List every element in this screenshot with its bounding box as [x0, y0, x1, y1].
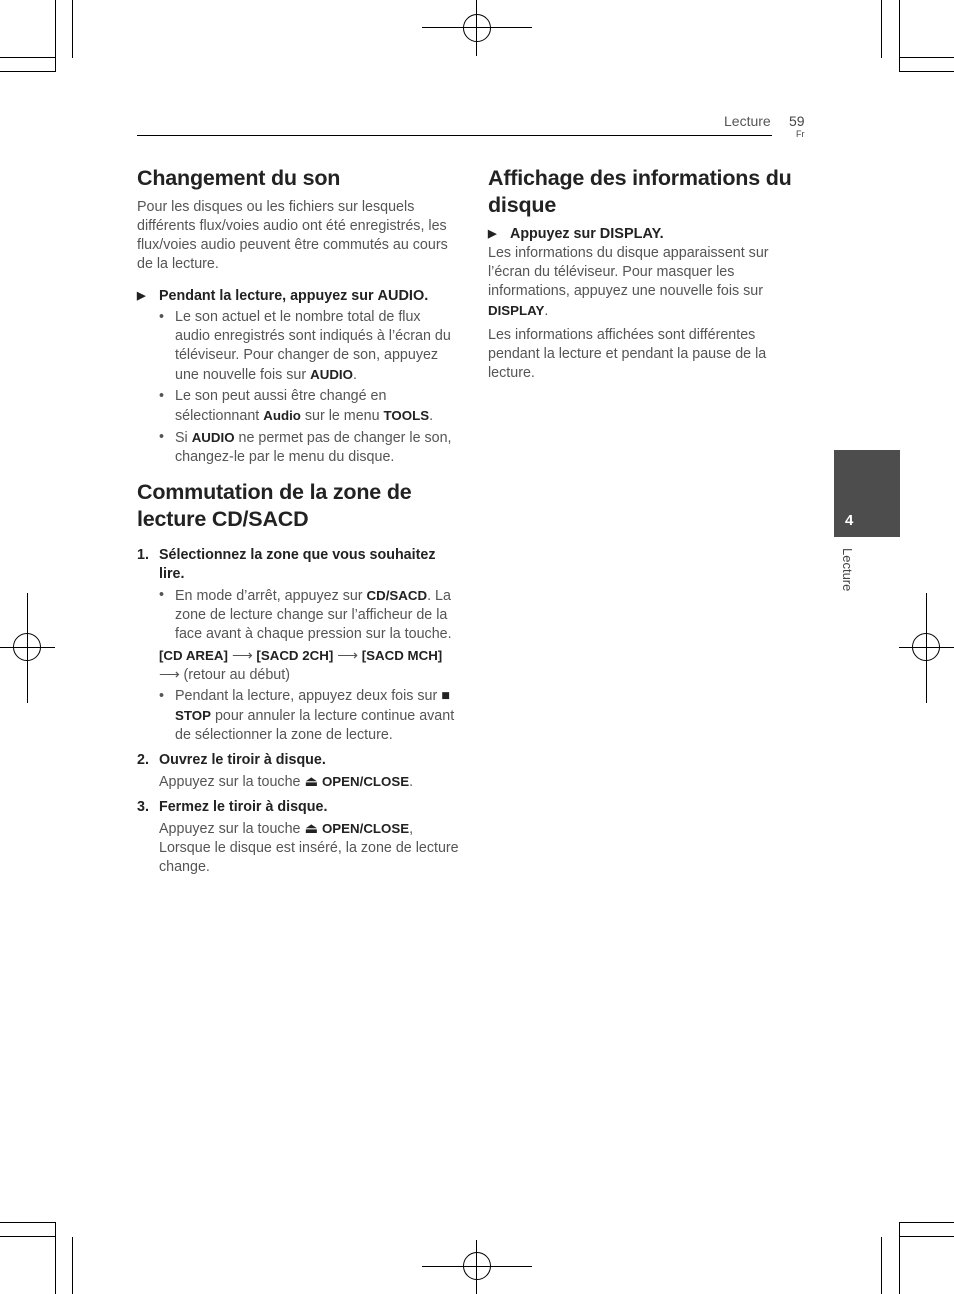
left-column [137, 165, 459, 877]
stop-square-icon: ■ [441, 688, 450, 704]
header-section-title: Lecture [724, 113, 771, 129]
page-number: 59 [789, 113, 805, 129]
step-2-detail: Appuyez sur la touche ⏏ OPEN/CLOSE. [159, 774, 414, 790]
play-triangle-icon: ▶ [488, 228, 497, 240]
eject-icon: ⏏ [304, 774, 318, 790]
paragraph: Les informations affichées sont différentes pendant la lecture et pendant la pause de la lecture. [488, 327, 767, 381]
numbered-step-2: 2. Ouvrez le tiroir à disque. [137, 752, 326, 768]
arrow-right-icon: ⟶ [231, 648, 253, 664]
chapter-label: Lecture [840, 548, 855, 592]
arrow-right-icon: ⟶ [337, 648, 358, 664]
list-item: • Pendant la lecture, appuyez deux fois sur ■ STOP pour annuler la lecture continue avant de sélectionner la zone de lecture. [159, 688, 455, 743]
step-3-detail: Appuyez sur la touche ⏏ OPEN/CLOSE, Lorsque le disque est inséré, la zone de lecture change. [159, 821, 459, 875]
list-item: • Si AUDIO ne permet pas de changer le son, changez-le par le menu du disque. [159, 429, 452, 465]
area-sequence: [CD AREA] ⟶ [SACD 2CH] ⟶ [SACD MCH] ⟶ (retour au début) [159, 648, 443, 683]
bullet-list [137, 586, 459, 644]
list-item: • Le son peut aussi être changé en sélectionnant Audio sur le menu TOOLS. [159, 388, 434, 424]
list-item: • En mode d’arrêt, appuyez sur CD/SACD. La zone de lecture change sur l’afficheur de la face avant à chaque pression sur la touche. [159, 587, 452, 642]
section-intro: Pour les disques ou les fichiers sur lesquels différents flux/voies audio ont été enregistrés, les flux/voies audio peuvent être commutés au cours de la lecture. [137, 199, 448, 272]
list-item: • Le son actuel et le nombre total de flux audio enregistrés sont indiqués à l’écran du téléviseur. Pour changer de son, appuyez une nouvelle fois sur AUDIO. [159, 309, 451, 383]
numbered-step-1: 1. Sélectionnez la zone que vous souhaitez lire. [137, 547, 436, 582]
section-title-affichage: Affichage des informations du disque [488, 166, 792, 217]
chapter-tab [834, 450, 900, 537]
header-rule [137, 135, 772, 136]
eject-icon: ⏏ [304, 821, 318, 837]
step-instruction: ▶ Pendant la lecture, appuyez sur AUDIO. [137, 288, 429, 304]
bullet-list [137, 308, 459, 467]
step-instruction: ▶ Appuyez sur DISPLAY. [488, 226, 664, 242]
bullet-list [137, 687, 459, 745]
chapter-number: 4 [845, 512, 854, 529]
language-code: Fr [796, 129, 805, 139]
section-title-commutation: Commutation de la zone de lecture CD/SACD [137, 480, 412, 531]
section-title-changement-du-son: Changement du son [137, 166, 341, 190]
right-column [488, 165, 810, 383]
arrow-right-icon: ⟶ [159, 667, 180, 683]
paragraph: Les informations du disque apparaissent sur l’écran du téléviseur. Pour masquer les informations, appuyez une nouvelle fois sur DISPLAY. [488, 245, 769, 319]
play-triangle-icon: ▶ [137, 290, 146, 302]
numbered-step-3: 3. Fermez le tiroir à disque. [137, 799, 328, 815]
